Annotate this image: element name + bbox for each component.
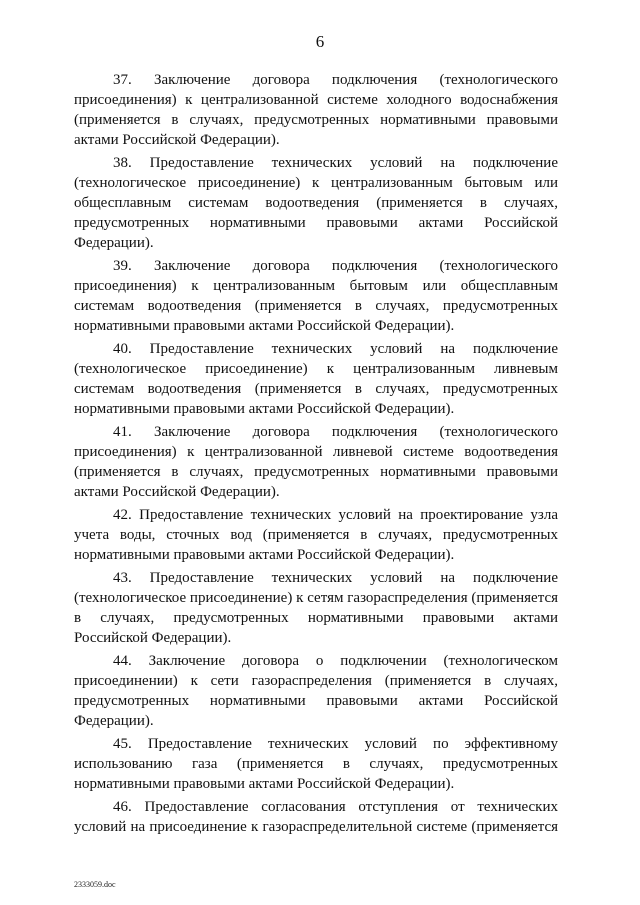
list-item-43: 43. Предоставление технических условий на подключение (технологическое присоединение) к сетям газораспределения (применяется в случаях, предусмотренных нормативными правовыми актами Российской Федерации). bbox=[74, 570, 558, 646]
list-item-40: 40. Предоставление технических условий на подключение (технологическое присоединение) к централизованным ливневым системам водоотведения (применяется в случаях, предусмотренных нормативными правовыми актами Российской Федерации). bbox=[74, 341, 558, 417]
list-item-46: 46. Предоставление согласования отступления от технических условий на присоединение к газораспределительной системе (применяется bbox=[74, 799, 558, 835]
list-item-45: 45. Предоставление технических условий по эффективному использованию газа (применяется в случаях, предусмотренных нормативными правовыми актами Российской Федерации). bbox=[74, 736, 558, 792]
list-item-37: 37. Заключение договора подключения (технологического присоединения) к централизованной системе холодного водоснабжения (применяется в случаях, предусмотренных нормативными правовыми актами Российской Федерации). bbox=[74, 72, 558, 148]
list-item-42: 42. Предоставление технических условий на проектирование узла учета воды, сточных вод (применяется в случаях, предусмотренных нормативными правовыми актами Российской Федерации). bbox=[74, 507, 558, 563]
document-body bbox=[74, 70, 558, 840]
list-item-39: 39. Заключение договора подключения (технологического присоединения) к централизованным бытовым или общесплавным системам водоотведения (применяется в случаях, предусмотренных нормативными правовыми актами Российской Федерации). bbox=[74, 258, 558, 334]
file-name-footer: 2333059.doc bbox=[74, 880, 116, 889]
list-item-38: 38. Предоставление технических условий на подключение (технологическое присоединение) к централизованным бытовым или общесплавным системам водоотведения (применяется в случаях, предусмотренных нормативными правовыми актами Российской Федерации). bbox=[74, 155, 558, 251]
page-number: 6 bbox=[315, 32, 325, 51]
list-item-44: 44. Заключение договора о подключении (технологическом присоединении) к сети газораспределения (применяется в случаях, предусмотренных нормативными правовыми актами Российской Федерации). bbox=[74, 653, 558, 729]
list-item-41: 41. Заключение договора подключения (технологического присоединения) к централизованной ливневой системе водоотведения (применяется в случаях, предусмотренных нормативными правовыми актами Российской Федерации). bbox=[74, 424, 558, 500]
